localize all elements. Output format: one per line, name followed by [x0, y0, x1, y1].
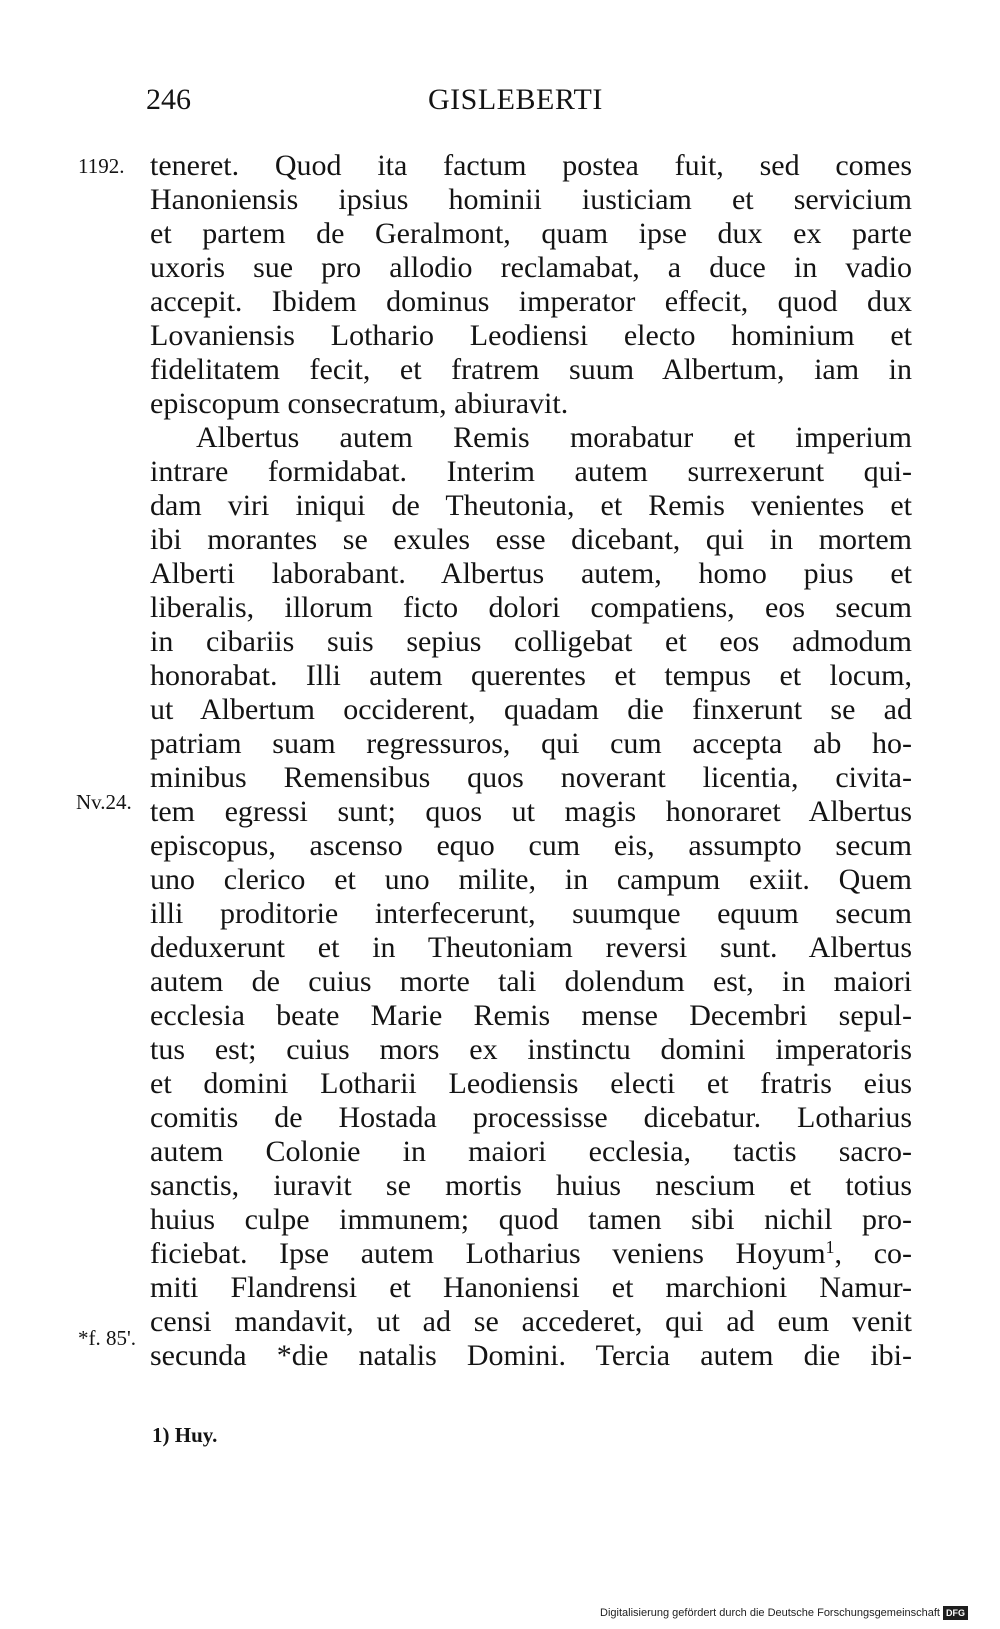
text-line: Albertus autem Remis morabatur et imperium [196, 421, 912, 454]
text-line: ecclesia beate Marie Remis mense Decembri sepul- [150, 999, 912, 1032]
margin-note-date: Nv.24. [76, 790, 132, 814]
text-line: episcopus, ascenso equo cum eis, assumpto secum [150, 829, 912, 862]
text-line: sanctis, iuravit se mortis huius nescium et totius [150, 1169, 912, 1202]
text-line: autem Colonie in maiori ecclesia, tactis sacro- [150, 1135, 912, 1168]
text-line: miti Flandrensi et Hanoniensi et marchioni Namur- [150, 1271, 912, 1304]
dfg-logo: DFG [943, 1606, 968, 1620]
text-line: ibi morantes se exules esse dicebant, qui in mortem [150, 523, 912, 556]
text-line: censi mandavit, ut ad se accederet, qui ad eum venit [150, 1305, 912, 1338]
page-number: 246 [146, 83, 191, 116]
credit-text: Digitalisierung gefördert durch die Deutsche Forschungsgemeinschaft [600, 1607, 940, 1619]
text-line: illi proditorie interfecerunt, suumque equum secum [150, 897, 912, 930]
margin-note-year: 1192. [78, 154, 125, 178]
text-line: dam viri iniqui de Theutonia, et Remis venientes et [150, 489, 912, 522]
text-line: episcopum consecratum, abiuravit. [150, 387, 569, 420]
text-line: honorabat. Illi autem querentes et tempus et locum, [150, 659, 912, 692]
text-line: secunda *die natalis Domini. Tercia autem die ibi- [150, 1339, 912, 1372]
footnote: 1) Huy. [152, 1423, 218, 1447]
text-segment: ficiebat. Ipse autem Lotharius veniens Hoyum [150, 1237, 826, 1270]
text-segment: , co- [834, 1237, 912, 1270]
text-line: liberalis, illorum ficto dolori compatiens, eos secum [150, 591, 912, 624]
text-line: uno clerico et uno milite, in campum exiit. Quem [150, 863, 912, 896]
text-line: et domini Lotharii Leodiensis electi et fratris eius [150, 1067, 912, 1100]
text-line: huius culpe immunem; quod tamen sibi nichil pro- [150, 1203, 912, 1236]
text-line: comitis de Hostada processisse dicebatur. Lotharius [150, 1101, 912, 1134]
text-line: in cibariis suis sepius colligebat et eos admodum [150, 625, 912, 658]
text-line: et partem de Geralmont, quam ipse dux ex parte [150, 217, 912, 250]
text-line: tus est; cuius mors ex instinctu domini imperatoris [150, 1033, 912, 1066]
running-head: GISLEBERTI [428, 83, 603, 116]
text-line: uxoris sue pro allodio reclamabat, a duce in vadio [150, 251, 912, 284]
text-line: Alberti laborabant. Albertus autem, homo pius et [150, 557, 912, 590]
text-line: deduxerunt et in Theutoniam reversi sunt. Albertus [150, 931, 912, 964]
text-line: accepit. Ibidem dominus imperator effecit, quod dux [150, 285, 912, 318]
text-line: patriam suam regressuros, qui cum accepta ab ho- [150, 727, 912, 760]
text-line-with-footnote-ref [150, 1237, 912, 1271]
text-line: intrare formidabat. Interim autem surrexerunt qui- [150, 455, 912, 488]
footnote-marker: 1 [825, 1237, 835, 1257]
digitization-credit [600, 1606, 968, 1620]
text-line: tem egressi sunt; quos ut magis honoraret Albertus [150, 795, 912, 828]
text-line: teneret. Quod ita factum postea fuit, sed comes [150, 149, 912, 182]
text-line: ut Albertum occiderent, quadam die finxerunt se ad [150, 693, 912, 726]
text-line: autem de cuius morte tali dolendum est, in maiori [150, 965, 912, 998]
text-line: Lovaniensis Lothario Leodiensi electo hominium et [150, 319, 912, 352]
text-line: fidelitatem fecit, et fratrem suum Albertum, iam in [150, 353, 912, 386]
margin-note-folio: *f. 85'. [78, 1326, 137, 1350]
text-line: Hanoniensis ipsius hominii iusticiam et servicium [150, 183, 912, 216]
text-line: minibus Remensibus quos noverant licentia, civita- [150, 761, 912, 794]
